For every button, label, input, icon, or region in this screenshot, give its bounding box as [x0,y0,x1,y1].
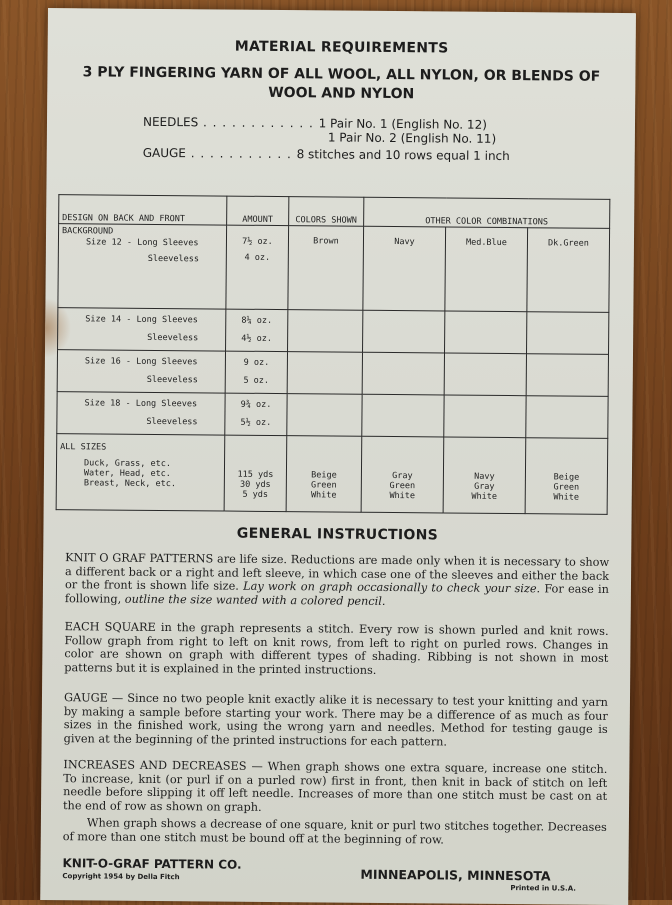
all-sizes-amounts [224,435,287,512]
paragraph-gauge [64,691,608,750]
empty-cell [444,353,526,396]
table-row [58,308,609,355]
color-value: Gray [392,471,413,482]
paragraph-italic: Lay work on graph occasionally to check your size. [243,579,541,596]
amount-sleeveless: 4½ oz. [241,333,273,344]
sleeveless-label: Sleeveless [147,332,199,344]
background-label: BACKGROUND [62,226,114,237]
paragraph-lead: GAUGE [63,691,109,705]
color-value: Green [553,482,580,493]
table-row [57,350,608,397]
other-color-3-bg: Dk.Green [527,228,610,313]
paragraph-text: — Since no two people knit exactly alike it is necessary to test your knitting and yarn by making a sample before starting your work. There may be a difference of as much as four sizes in the finished work, using the wrong yarn and needles. Method for testing gauge is given at the beginning of the printed instructions for each pattern. [63,691,609,749]
amount-cell-16 [225,351,287,394]
size-label: Size 14 - Long Sleeves [85,314,198,326]
paragraph-decreases [63,816,607,848]
paragraph-each-square [64,620,608,679]
all-sizes-item: Duck, Grass, etc. [83,458,172,470]
table-header-row [59,195,610,229]
header-amount: AMOUNT [227,196,289,226]
other-color-1-bg: Navy [363,226,446,311]
size-label: Size 12 - Long Sleeves [85,237,199,249]
table-row [57,392,608,439]
all-sizes-cell [56,434,225,511]
color-shown-bg: Brown [288,226,364,311]
color-value: White [389,490,416,502]
table-row [56,434,608,515]
sleeveless-label: Sleeveless [147,253,200,265]
empty-cell [287,352,362,395]
all-sizes-amount: 30 yds [239,479,271,490]
amount-long: 9¾ oz. [240,399,272,410]
amount-sleeveless: 5½ oz. [240,417,272,428]
needles-label: NEEDLES [142,114,199,130]
empty-cell [444,395,526,438]
copyright: Copyright 1954 by Della Fitch [62,872,180,882]
needles-value-2: 1 Pair No. 2 (English No. 11) [327,130,497,146]
material-title: MATERIAL REQUIREMENTS [234,38,449,57]
paragraph-text: are life size. Reductions are made only when it is necessary to show a different back or a right and left sleeve, in which case one of the sleeves and either the back or the front is shown life size. [64,552,610,593]
paragraph-text: — When graph shows one extra square, increase one stitch. To increase, knit (or purl if on a purled row) first in front, then knit in back of stitch on left needle before slipping it off left needle. Increases of more than one stitch must be cast on at the end of row as shown on graph. [62,759,608,814]
pattern-card [40,8,636,905]
yarn-table [56,194,611,515]
city: MINNEAPOLIS, MINNESOTA [360,866,551,884]
amount-cell-14 [226,309,288,352]
needles-value-1: 1 Pair No. 1 (English No. 12) [318,116,487,132]
paragraph-text: When graph shows a decrease of one square, knit or purl two stitches together. Decreases of more than one stitch must be bound off at the beginning of row. [62,816,607,847]
all-sizes-amount: 115 yds [237,469,274,480]
amount-cell-18 [225,393,287,436]
size-label: Size 16 - Long Sleeves [84,356,198,368]
amount-long: 7½ oz. [242,236,273,247]
design-cell-12 [58,224,227,309]
color-value: Gray [474,481,495,492]
amount-cell-12 [226,225,289,310]
printed-in: Printed in U.S.A. [510,884,576,893]
gauge-label: GAUGE [142,145,186,161]
all-sizes-item: Breast, Neck, etc. [83,478,177,490]
amount-sleeveless: 4 oz. [244,252,271,263]
instructions-title: GENERAL INSTRUCTIONS [236,525,439,544]
paragraph-italic: outline the size wanted with a colored pencil. [124,592,386,608]
header-other-colors: OTHER COLOR COMBINATIONS [364,197,610,228]
amount-sleeveless: 5 oz. [243,375,270,386]
empty-cell [362,352,444,395]
table-row [58,224,610,313]
company-name: KNIT-O-GRAF PATTERN CO. [62,856,242,872]
all-sizes-other-3 [525,438,608,515]
sleeveless-label: Sleeveless [146,416,198,428]
header-colors-shown: COLORS SHOWN [289,197,364,227]
all-sizes-shown [286,436,362,513]
paragraph-increases [63,758,607,817]
empty-cell [288,310,363,353]
color-value: White [553,492,580,503]
design-cell-18 [57,392,225,435]
color-value: Green [389,480,416,492]
empty-cell [526,354,608,397]
empty-cell [445,311,527,354]
sleeveless-label: Sleeveless [146,374,198,386]
all-sizes-item: Water, Head, etc. [83,468,171,480]
color-value: Navy [474,471,495,482]
gauge-value: 8 stitches and 10 rows equal 1 inch [296,147,510,164]
design-cell-16 [57,350,225,393]
color-value: Green [311,480,337,491]
paragraph-text: For ease in following, [64,582,610,606]
empty-cell [287,394,362,437]
empty-cell [526,396,608,439]
paragraph-text: in the graph represents a stitch. Every row is shown purled and knit rows. Follow graph from right to left on knit rows, from left to right on purled rows. Changes in color are shown on graph with different types of shading. Ribbing is not shown in most patterns but it is explained in the printed instructions. [64,620,609,677]
all-sizes-other-1 [361,436,444,513]
all-sizes-other-2 [443,437,526,514]
amount-long: 8¼ oz. [241,315,273,326]
paragraph-lead: KNIT O GRAF PATTERNS [65,551,214,566]
empty-cell [362,394,444,437]
empty-cell [527,312,609,355]
empty-cell [363,310,445,353]
needles-spec: NEEDLES . . . . . . . . . . . . 1 Pair No. 1 (English No. 12) [142,114,487,132]
size-label: Size 18 - Long Sleeves [84,398,198,410]
all-sizes-label: ALL SIZES [60,442,107,453]
yarn-description: 3 PLY FINGERING YARN OF ALL WOOL, ALL NYLON, OR BLENDS OF WOOL AND NYLON [82,64,601,103]
gauge-spec: GAUGE . . . . . . . . . . . 8 stitches and 10 rows equal 1 inch [142,145,510,164]
header-design: DESIGN ON BACK AND FRONT [59,195,227,225]
all-sizes-amount: 5 yds [242,489,269,500]
color-value: Beige [553,472,580,483]
design-cell-14 [58,308,226,351]
other-color-2-bg: Med.Blue [445,227,528,312]
color-value: White [310,490,337,501]
color-value: Beige [311,470,337,481]
paragraph-patterns [65,551,609,610]
color-value: White [471,491,498,502]
needles-spec-2 [328,130,496,145]
paragraph-lead: INCREASES AND DECREASES [63,758,247,773]
paragraph-lead: EACH SQUARE [64,620,156,634]
amount-long: 9 oz. [243,357,270,368]
